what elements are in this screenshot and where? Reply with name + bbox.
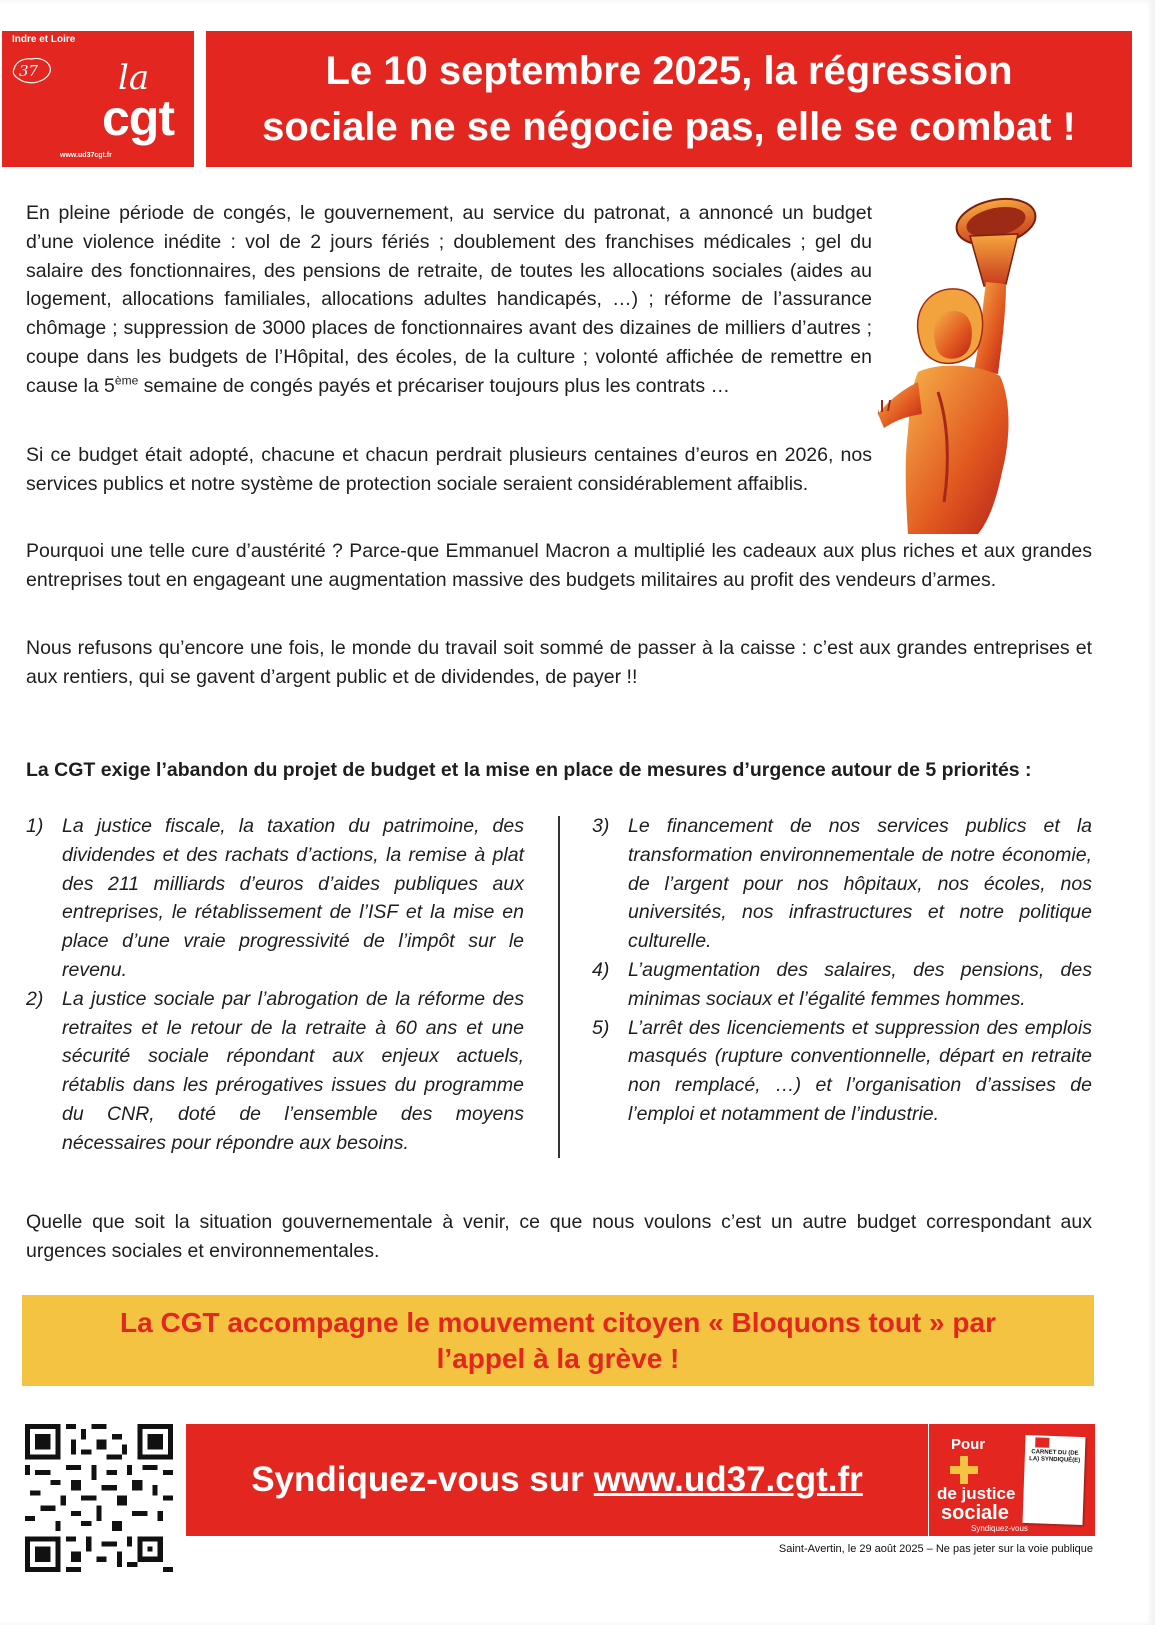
plus-icon (949, 1455, 979, 1485)
strike-call-text (120, 1305, 996, 1377)
membership-card-image (1022, 1435, 1085, 1525)
title-line-1: Le 10 septembre 2025, la régression (325, 49, 1013, 93)
priority-text: Le financement de nos services publics et la transformation environnementale de notre économie, de l’argent pour nos hôpitaux, nos écoles, nos universités, nos infrastructures et notre politique culturelle. (628, 815, 1092, 953)
title-banner (206, 31, 1132, 167)
strike-call-banner (22, 1295, 1094, 1386)
department-map-icon (10, 55, 54, 85)
priority-item (592, 1014, 1092, 1129)
priority-item (592, 956, 1092, 1014)
intro-paragraph-2: Si ce budget était adopté, chacune et chacun perdrait plusieurs centaines d’euros en 2026, nos services publics et notre système de protection sociale seraient considérablement affaiblis. (26, 444, 872, 495)
priorities-right-column (592, 812, 1092, 1129)
priority-text: L’augmentation des salaires, des pensions, des minimas sociaux et l’égalité femmes hommes. (628, 958, 1092, 1010)
card-logo (1035, 1437, 1049, 1447)
column-divider (558, 816, 560, 1158)
priority-text: La justice fiscale, la taxation du patrimoine, des dividendes et des rachats d’actions, la remise à plat des 211 milliards d’euros d’aides publiques aux entreprises, le rétablissement de l’ISF et la mise en place d’une vraie progressivité de l’impôt sur le revenu. (62, 815, 524, 981)
union-website-link[interactable]: www.ud37.cgt.fr (593, 1460, 863, 1499)
logo-cgt: cgt (102, 90, 174, 146)
footer-note: Saint-Avertin, le 29 août 2025 – Ne pas jeter sur la voie publique (778, 1543, 1093, 1555)
card-text: CARNET DU (DE LA) SYNDIQUÉ(E) (1029, 1449, 1081, 1464)
join-banner (186, 1424, 928, 1536)
logo-region: Indre et Loire (12, 34, 76, 45)
priorities-left-column (26, 812, 524, 1158)
logo-la: la (118, 58, 150, 98)
page-title (262, 43, 1076, 155)
intro-paragraph-4: Nous refusons qu’encore une fois, le monde du travail soit sommé de passer à la caisse : c’est aux grandes entreprises et aux rentiers, qui se gavent d’argent public et de dividendes, de payer !! (26, 637, 1092, 688)
intro-p1-end: semaine de congés payés et précariser toujours plus les contrats … (138, 374, 731, 397)
priority-number: 5) (592, 1016, 610, 1039)
priority-item (592, 812, 1092, 956)
cta-line-1: La CGT accompagne le mouvement citoyen « Bloquons tout » par (120, 1306, 996, 1338)
priority-item (26, 985, 524, 1158)
priority-number: 2) (26, 987, 44, 1010)
intro-paragraph-3: Pourquoi une telle cure d’austérité ? Parce-que Emmanuel Macron a multiplié les cadeaux aux plus riches et aux grandes entreprises tout en engageant une augmentation massive des budgets militaires au profit des vendeurs d’armes. (26, 540, 1092, 591)
closing-paragraph: Quelle que soit la situation gouvernementale à venir, ce que nous voulons c’est un autre budget correspondant aux urgences sociales et environnementales. (26, 1211, 1092, 1262)
badge-pour: Pour (951, 1436, 986, 1453)
qr-code[interactable] (25, 1424, 173, 1572)
cta-line-2: l’appel à la grève ! (436, 1342, 680, 1374)
title-line-2: sociale ne se négocie pas, elle se combat ! (262, 105, 1076, 149)
logo-url: www.ud37cgt.fr (60, 152, 112, 159)
badge-justice: de justice (937, 1484, 1016, 1503)
demands-title: La CGT exige l’abandon du projet de budget et la mise en place de mesures d’urgence autour de 5 priorités : (26, 759, 1032, 781)
priority-text: L’arrêt des licenciements et suppression des emplois masqués (rupture conventionnelle, départ en retraite non remplacé, …) et l’organisation d’assises de l’emploi et notamment de l’industrie. (628, 1016, 1092, 1125)
priority-text: La justice sociale par l’abrogation de la réforme des retraites et le retour de la retraite à 60 ans et une sécurité sociale répondant aux enjeux actuels, rétablis dans les prérogatives issues du programme du CNR, doté de l’ensemble des moyens nécessaires pour répondre aux besoins. (62, 987, 524, 1154)
intro-p1-sup: ème (114, 373, 139, 388)
priority-item (26, 812, 524, 985)
logo-department: 37 (19, 62, 39, 80)
intro-p1-text: En pleine période de congés, le gouvernement, au service du patronat, a annoncé un budget d’une violence inédite : vol de 2 jours fériés ; doublement des franchises médicales ; gel du salaire des fonctionnaires, des pensions de retraite, de toutes les allocations sociales (aides au logement, allocations familiales, allocations adultes handicapés, …) ; réforme de l’assurance chômage ; suppression de 3000 places de fonctionnaires avant des dizaines de milliers d’autres ; coupe dans les budgets de l’Hôpital, des écoles, de la culture ; volonté affichée de remettre en cause la 5 (26, 202, 872, 397)
priority-number: 1) (26, 815, 44, 837)
social-justice-badge (929, 1424, 1095, 1536)
badge-sociale: sociale (941, 1502, 1009, 1524)
priority-number: 3) (592, 815, 610, 837)
intro-paragraph-1 (26, 199, 872, 401)
priority-number: 4) (592, 958, 610, 981)
join-label: Syndiquez-vous sur (251, 1460, 584, 1499)
cgt-logo (2, 31, 194, 167)
megaphone-woman-illustration (878, 192, 1092, 534)
badge-tagline: Syndiquez-vous (971, 1524, 1028, 1533)
